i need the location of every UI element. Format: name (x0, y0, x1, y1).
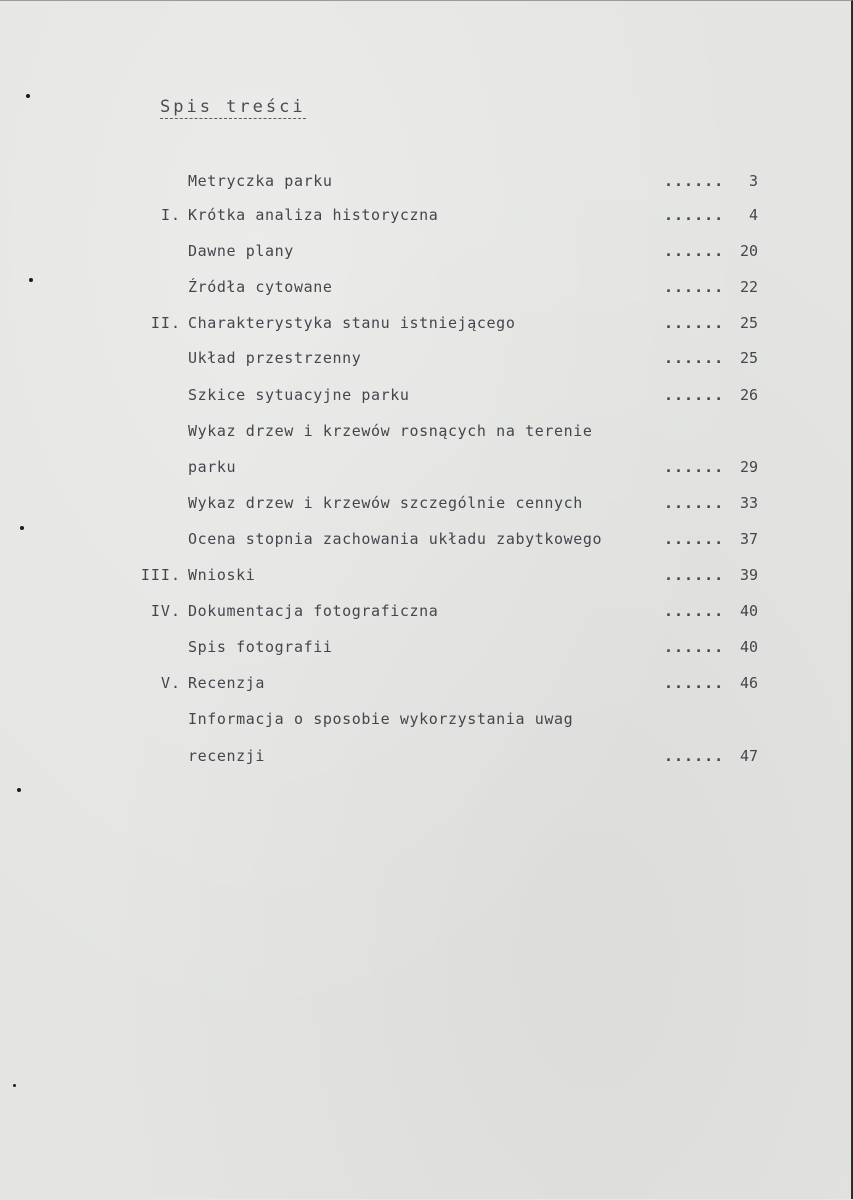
toc-entry (0, 707, 853, 731)
dot-leader: ...... (664, 278, 725, 296)
section-number: IV. (150, 602, 181, 620)
dot-leader: ...... (664, 349, 725, 367)
page-number: 25 (739, 349, 758, 367)
toc-entry (0, 744, 853, 768)
ink-speck (29, 278, 33, 282)
toc-entry (0, 491, 853, 515)
toc-entry (0, 346, 853, 370)
entry-label: Krótka analiza historyczna (188, 206, 439, 224)
toc-entry (0, 419, 853, 443)
dot-leader: ...... (664, 242, 725, 260)
toc-entry (0, 169, 853, 193)
dot-leader: ...... (664, 747, 725, 765)
dot-leader: ...... (664, 602, 725, 620)
page-number: 20 (739, 242, 758, 260)
entry-label: Ocena stopnia zachowania układu zabytkowego (188, 530, 603, 548)
page-number: 37 (739, 530, 758, 548)
page-number: 39 (739, 566, 758, 584)
toc-entry (0, 383, 853, 407)
toc-entry (0, 311, 853, 335)
dot-leader: ...... (664, 674, 725, 692)
entry-label: Dokumentacja fotograficzna (188, 602, 439, 620)
dot-leader: ...... (664, 566, 725, 584)
entry-label: Szkice sytuacyjne parku (188, 386, 410, 404)
toc-entry (0, 527, 853, 551)
page-number: 40 (739, 602, 758, 620)
ink-speck (17, 788, 21, 792)
dot-leader: ...... (664, 458, 725, 476)
entry-label: Źródła cytowane (188, 278, 333, 296)
entry-label: recenzji (188, 747, 266, 765)
entry-label: Spis fotografii (188, 638, 333, 656)
page-number: 26 (739, 386, 758, 404)
dot-leader: ...... (664, 386, 725, 404)
page-number: 4 (748, 206, 758, 224)
page-number: 22 (739, 278, 758, 296)
entry-label: Układ przestrzenny (188, 349, 362, 367)
page-number: 46 (739, 674, 758, 692)
page-number: 3 (748, 172, 758, 190)
dot-leader: ...... (664, 494, 725, 512)
page-number: 47 (739, 747, 758, 765)
section-number: II. (150, 314, 181, 332)
toc-entry (0, 671, 853, 695)
section-number: I. (160, 206, 181, 224)
page-number: 40 (739, 638, 758, 656)
dot-leader: ...... (664, 314, 725, 332)
page-title: Spis treści (160, 97, 306, 117)
table-of-contents (0, 1, 853, 1200)
dot-leader: ...... (664, 530, 725, 548)
toc-entry (0, 455, 853, 479)
toc-entry (0, 635, 853, 659)
entry-label: Wykaz drzew i krzewów szczególnie cennych (188, 494, 583, 512)
toc-entry (0, 239, 853, 263)
entry-label: Metryczka parku (188, 172, 333, 190)
toc-entry (0, 599, 853, 623)
toc-entry (0, 275, 853, 299)
page-number: 25 (739, 314, 758, 332)
section-number: V. (160, 674, 181, 692)
entry-label: Wykaz drzew i krzewów rosnących na terenie (188, 422, 593, 440)
entry-label: Wnioski (188, 566, 256, 584)
ink-speck (26, 94, 30, 98)
toc-entry (0, 563, 853, 587)
dot-leader: ...... (664, 638, 725, 656)
ink-speck (13, 1084, 16, 1087)
page-number: 33 (739, 494, 758, 512)
entry-label: Recenzja (188, 674, 266, 692)
entry-label: Charakterystyka stanu istniejącego (188, 314, 516, 332)
entry-label: Informacja o sposobie wykorzystania uwag (188, 710, 574, 728)
ink-speck (20, 526, 24, 530)
entry-label: parku (188, 458, 237, 476)
entry-label: Dawne plany (188, 242, 294, 260)
page-number: 29 (739, 458, 758, 476)
dot-leader: ...... (664, 172, 725, 190)
toc-entry (0, 203, 853, 227)
dot-leader: ...... (664, 206, 725, 224)
section-number: III. (140, 566, 181, 584)
